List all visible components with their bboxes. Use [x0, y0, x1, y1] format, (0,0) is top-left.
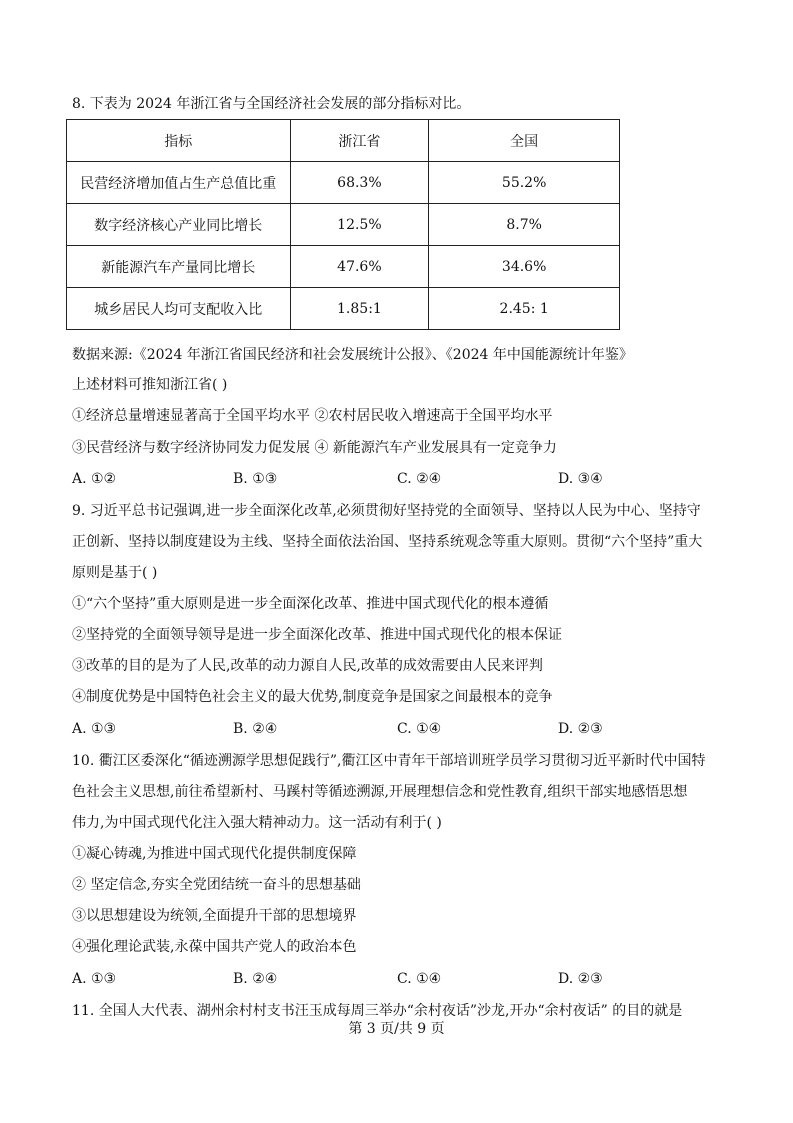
indicator-table	[66, 119, 620, 330]
q9-stem-line: 9. 习近平总书记强调,进一步全面深化改革,必须贯彻好坚持党的全面领导、坚持以人民为中心、坚持守	[72, 503, 701, 519]
q10-statement: ①凝心铸魂,为推进中国式现代化提供制度保障	[72, 846, 357, 862]
q8-statement: ③民营经济与数字经济协同发力促发展 ④ 新能源汽车产业发展具有一定竞争力	[72, 440, 557, 456]
table-cell: 47.6%	[290, 246, 429, 288]
option-b[interactable]: B. ②④	[233, 721, 278, 737]
table-cell: 34.6%	[429, 246, 620, 288]
q9-statement: ①“六个坚持”重大原则是进一步全面深化改革、推进中国式现代化的根本遵循	[72, 596, 549, 612]
option-c[interactable]: C. ①④	[397, 971, 442, 987]
option-b[interactable]: B. ①③	[233, 471, 278, 487]
table-cell: 55.2%	[429, 162, 620, 204]
table-cell: 新能源汽车产量同比增长	[67, 246, 291, 288]
q8-statement: ①经济总量增速显著高于全国平均水平 ②农村居民收入增速高于全国平均水平	[72, 408, 553, 424]
option-a[interactable]: A. ①②	[72, 471, 117, 487]
q8-prompt: 上述材料可推知浙江省( )	[72, 377, 228, 393]
option-d[interactable]: D. ③④	[558, 471, 603, 487]
q9-statement: ④制度优势是中国特色社会主义的最大优势,制度竞争是国家之间最根本的竞争	[72, 689, 553, 705]
q10-statement: ③以思想建设为统领,全面提升干部的思想境界	[72, 908, 357, 924]
q9-statement: ③改革的目的是为了人民,改革的动力源自人民,改革的成效需要由人民来评判	[72, 658, 543, 674]
table-cell: 1.85:1	[290, 288, 429, 330]
q8-source: 数据来源:《2024 年浙江省国民经济和社会发展统计公报》、《2024 年中国能源统计年鉴》	[72, 347, 633, 363]
table-header-cell: 浙江省	[290, 120, 429, 162]
table-row	[67, 162, 620, 204]
page-number: 第 3 页/共 9 页	[348, 1021, 445, 1037]
q10-stem-line: 10. 衢江区委深化“循迹溯源学思想促践行”,衢江区中青年干部培训班学员学习贯彻习近平新时代中国特	[72, 753, 706, 769]
q10-statement: ④强化理论武装,永葆中国共产党人的政治本色	[72, 939, 357, 955]
q10-statement: ② 坚定信念,夯实全党团结统一奋斗的思想基础	[72, 877, 361, 893]
option-b[interactable]: B. ②④	[233, 971, 278, 987]
q11-stem: 11. 全国人大代表、湖州余村村支书汪玉成每周三举办“余村夜话”沙龙,开办“余村夜话” 的目的就是	[72, 1003, 683, 1019]
table-cell: 68.3%	[290, 162, 429, 204]
q8-stem: 8. 下表为 2024 年浙江省与全国经济社会发展的部分指标对比。	[72, 96, 471, 112]
table-cell: 2.45: 1	[429, 288, 620, 330]
table-header-cell: 指标	[67, 120, 291, 162]
table-row	[67, 204, 620, 246]
q9-stem-line: 正创新、坚持以制度建设为主线、坚持全面依法治国、坚持系统观念等重大原则。贯彻“六个坚持”重大	[72, 534, 703, 550]
table-cell: 数字经济核心产业同比增长	[67, 204, 291, 246]
option-a[interactable]: A. ①③	[72, 721, 117, 737]
table-header-row	[67, 120, 620, 162]
option-d[interactable]: D. ②③	[558, 721, 603, 737]
option-c[interactable]: C. ②④	[397, 471, 442, 487]
table-cell: 城乡居民人均可支配收入比	[67, 288, 291, 330]
q10-stem-line: 伟力,为中国式现代化注入强大精神动力。这一活动有利于( )	[72, 815, 442, 831]
table-header-cell: 全国	[429, 120, 620, 162]
q10-stem-line: 色社会主义思想,前往希望新村、马蹊村等循迹溯源,开展理想信念和党性教育,组织干部实地感悟思想	[72, 784, 688, 800]
table-cell: 民营经济增加值占生产总值比重	[67, 162, 291, 204]
option-c[interactable]: C. ①④	[397, 721, 442, 737]
table-row	[67, 246, 620, 288]
table-cell: 12.5%	[290, 204, 429, 246]
option-a[interactable]: A. ①③	[72, 971, 117, 987]
option-d[interactable]: D. ②③	[558, 971, 603, 987]
q9-stem-line: 原则是基于( )	[72, 565, 158, 581]
table-row	[67, 288, 620, 330]
q9-statement: ②坚持党的全面领导领导是进一步全面深化改革、推进中国式现代化的根本保证	[72, 627, 562, 643]
table-cell: 8.7%	[429, 204, 620, 246]
